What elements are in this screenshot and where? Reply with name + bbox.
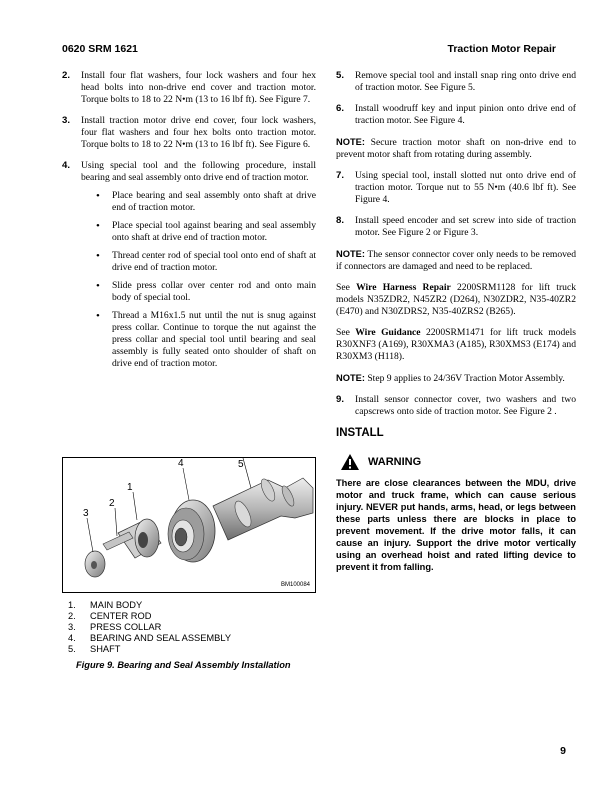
warning-triangle-icon	[340, 453, 360, 471]
figure-legend	[68, 600, 231, 655]
header-manual-number: 0620 SRM 1621	[62, 43, 138, 55]
shaft-part	[213, 477, 313, 540]
step-number: 2.	[62, 70, 71, 81]
step-5: 5. Remove special tool and install snap ring onto drive end of traction motor. See Figure 5.	[336, 70, 576, 93]
figure-9-illustration	[62, 457, 316, 593]
legend-item: 3. PRESS COLLAR	[68, 622, 162, 632]
legend-item: 4. BEARING AND SEAL ASSEMBLY	[68, 633, 232, 643]
bearing-seal-assembly-drawing	[63, 458, 315, 592]
press-collar-part	[85, 551, 105, 577]
bullet-marker: •	[96, 250, 100, 262]
callout-3: 3	[83, 508, 89, 519]
bullet-item	[96, 310, 316, 370]
bullet-text: Slide press collar over center rod and onto main body of special tool.	[112, 280, 316, 303]
bullet-text: Place bearing and seal assembly onto shaft at drive end of traction motor.	[112, 190, 316, 213]
right-column	[336, 70, 576, 573]
bullet-item	[96, 280, 316, 304]
warning-label: WARNING	[368, 456, 422, 468]
header-section-title: Traction Motor Repair	[447, 43, 556, 55]
step-text: Install four flat washers, four lock washers and four hex head bolts into non-drive end cover and traction motor. Torque bolts to 18 to 22 N•m (13 to 16 lbf ft). See Figure 7.	[81, 70, 316, 105]
step-text: Install sensor connector cover, two washers and two capscrews onto side of traction motor. See Figure 2 .	[355, 394, 576, 417]
step-7: 7. Using special tool, install slotted nut onto drive end of traction motor. Torque nut to 55 N•m (40.6 lbf ft). See Figure 4.	[336, 170, 576, 205]
page-number: 9	[560, 745, 566, 757]
step-text: Install speed encoder and set screw into side of traction motor. See Figure 2 or Figure 3.	[355, 215, 576, 238]
step-6: 6. Install woodruff key and input pinion onto drive end of traction motor. See Figure 4.	[336, 103, 576, 126]
step-text: Using special tool and the following procedure, install bearing and seal assembly onto drive end of traction motor.	[81, 160, 316, 183]
step-text: Install traction motor drive end cover, four lock washers, four flat washers and four hex bolts onto traction motor. Torque bolts to 18 to 22 N•m (13 to 16 lbf ft). See Figure 6.	[81, 115, 316, 150]
bullet-marker: •	[96, 190, 100, 202]
bearing-seal-part	[168, 500, 215, 562]
legend-item: 5. SHAFT	[68, 644, 121, 654]
step-8: 8. Install speed encoder and set screw into side of traction motor. See Figure 2 or Figure 3.	[336, 215, 576, 238]
step-number: 4.	[62, 160, 71, 171]
step-text: Using special tool, install slotted nut onto drive end of traction motor. Torque nut to 55 N•m (40.6 lbf ft). See Figure 4.	[355, 170, 576, 205]
step-text: Remove special tool and install snap ring onto drive end of traction motor. See Figure 5.	[355, 70, 576, 93]
callout-4: 4	[178, 458, 184, 469]
reference-link: Wire Guidance	[355, 327, 421, 338]
see-wire-guidance: See Wire Guidance 2200SRM1471 for lift truck models R30XNF3 (A169), R30XMA3 (A185), R30XMS3 (E174) and R30XM3 (H118).	[336, 327, 576, 362]
note-sensor-cover: NOTE: The sensor connector cover only needs to be removed if connectors are damaged and need to be replaced.	[336, 249, 576, 272]
left-column	[62, 70, 316, 379]
step-2	[62, 70, 316, 106]
bullet-text: Thread center rod of special tool onto end of shaft at drive end of traction motor.	[112, 250, 316, 273]
callout-5: 5	[238, 459, 244, 470]
warning-header	[340, 453, 576, 471]
bullet-text: Thread a M16x1.5 nut until the nut is snug against press collar. Continue to torque the nut against the press collar and special tool until bearing and seal assembly is fully seated onto shoulder of shaft on drive end of traction motor.	[112, 310, 316, 369]
bullet-item	[96, 190, 316, 214]
step-text: Install woodruff key and input pinion onto drive end of traction motor. See Figure 4.	[355, 103, 576, 126]
bullet-marker: •	[96, 310, 100, 322]
figure-id: BM100084	[281, 582, 311, 588]
bullet-item	[96, 250, 316, 274]
note-step-9: NOTE: Step 9 applies to 24/36V Traction Motor Assembly.	[336, 373, 565, 384]
bullet-item	[96, 220, 316, 244]
bullet-marker: •	[96, 280, 100, 292]
note-secure-shaft: NOTE: Secure traction motor shaft on non-drive end to prevent motor shaft from rotating during assembly.	[336, 137, 576, 160]
legend-item: 1. MAIN BODY	[68, 600, 143, 610]
callout-1: 1	[127, 482, 133, 493]
see-wire-harness-repair: See Wire Harness Repair 2200SRM1128 for lift truck models N35ZDR2, N45ZR2 (D264), N30ZDR2, N35-40ZR2 (E470) and N30ZDRS2, N35-40ZRS2 (B265).	[336, 282, 576, 317]
step-4	[62, 160, 316, 370]
bullet-marker: •	[96, 220, 100, 232]
bullet-text: Place special tool against bearing and seal assembly onto shaft at drive end of traction motor.	[112, 220, 316, 243]
step-number: 3.	[62, 115, 71, 126]
callout-2: 2	[109, 498, 115, 509]
step-9: 9. Install sensor connector cover, two washers and two capscrews onto side of traction motor. See Figure 2 .	[336, 394, 576, 417]
step-3	[62, 115, 316, 151]
figure-caption: Figure 9. Bearing and Seal Assembly Installation	[76, 660, 291, 670]
reference-link: Wire Harness Repair	[356, 282, 451, 293]
install-heading: INSTALL	[336, 427, 384, 439]
warning-text: There are close clearances between the MDU, drive motor and truck frame, which can cause serious injury. NEVER put hands, arms, head, or legs between these parts unless there are blocks in place to prevent movement. If the drive motor falls, it can cause an injury. Support the drive motor vertically using an overhead hoist and rated lifting device to prevent it from falling.	[336, 478, 576, 572]
legend-item: 2. CENTER ROD	[68, 611, 152, 621]
